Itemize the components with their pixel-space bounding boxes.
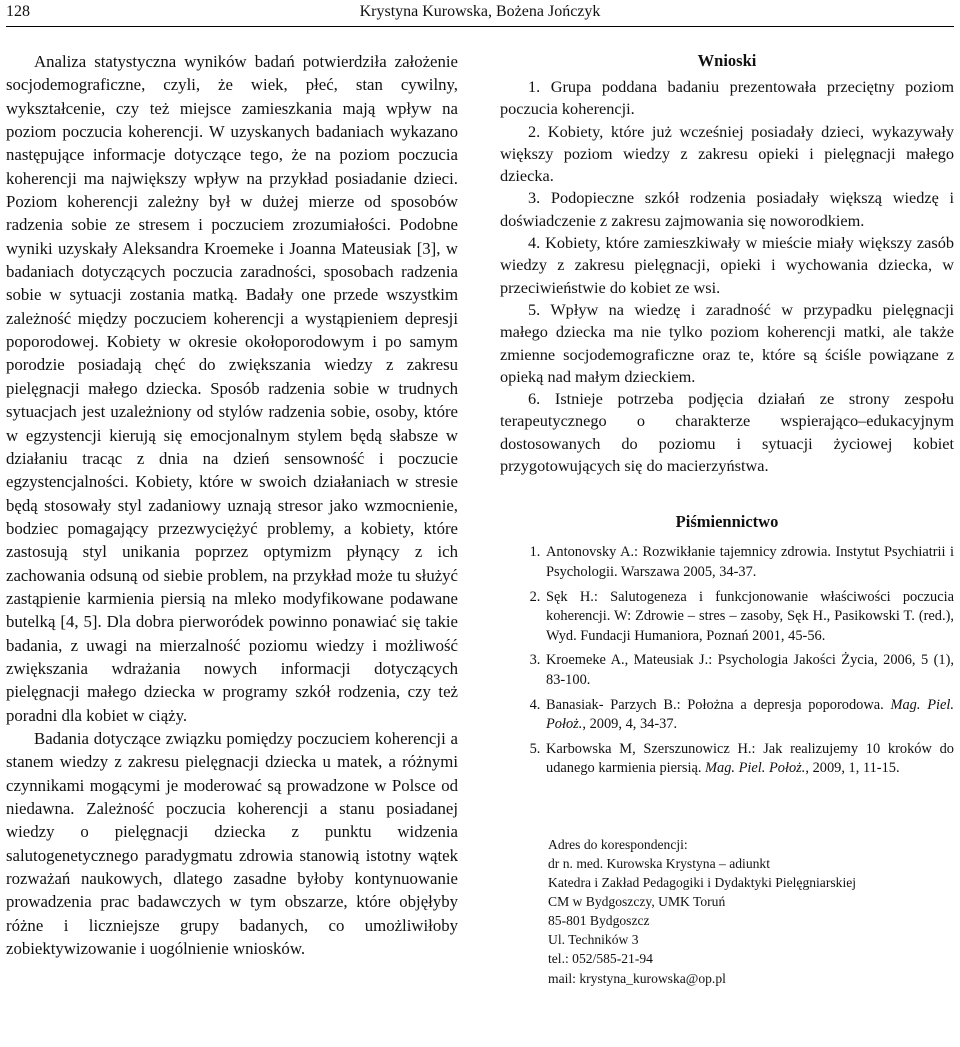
reference-item — [544, 696, 954, 735]
conclusion-item: 6. Istnieje potrzeba podjęcia działań ze strony zespołu terapeutycznego o charakterze wspierająco–edukacyjnym dostosowanych do poziomu i sytuacji życiowej kobiet przygotowujących się do macierzyństwa. — [500, 389, 954, 476]
reference-text: Banasiak- Parzych B.: Położna a depresja poporodowa. — [546, 696, 891, 713]
reference-item: 3. Kroemeke A., Mateusiak J.: Psychologia Jakości Życia, 2006, 5 (1), 83-100. — [544, 651, 954, 690]
page-number: 128 — [6, 3, 30, 20]
running-header — [6, 0, 954, 27]
conclusion-item: 5. Wpływ na wiedzę i zaradność w przypadku pielęgnacji małego dziecka ma nie tylko poziom koherencji matki, ale także zmienne socjodemograficzne oraz te, które są ściśle powiązane z opieką nad małym dzieckiem. — [500, 299, 954, 386]
conclusion-item: 4. Kobiety, które zamieszkiwały w mieście miały większy zasób wiedzy z zakresu pielęgnacji, opieki i wychowania dziecka, w przeciwieństwie do kobiet ze wsi. — [500, 233, 954, 297]
right-column — [500, 50, 954, 988]
left-column — [6, 50, 458, 960]
contact-line: Ul. Techników 3 — [548, 932, 639, 948]
reference-journal: Mag. Piel. Położ. — [705, 760, 806, 777]
reference-item: 1. Antonovsky A.: Rozwikłanie tajemnicy zdrowia. Instytut Psychiatrii i Psychologii. Warszawa 2005, 34-37. — [544, 543, 954, 582]
conclusion-item: 1. Grupa poddana badaniu prezentowała przeciętny poziom poczucia koherencji. — [500, 77, 954, 119]
contact-line: Adres do korespondencji: — [548, 836, 688, 852]
contact-line: CM w Bydgoszczy, UMK Toruń — [548, 894, 726, 910]
contact-line: dr n. med. Kurowska Krystyna – adiunkt — [548, 855, 770, 871]
reference-text: , 2009, 4, 34-37. — [582, 716, 678, 733]
reference-text: Karbowska M, Szerszunowicz H.: Jak realizujemy 10 kroków do udanego karmienia piersią. — [546, 740, 954, 777]
discussion-paragraph-1: Analiza statystyczna wyników badań potwierdziła założenie socjodemograficzne, czyli, że wiek, płeć, stan cywilny, wykształcenie, czy też miejsce zamieszkania mają wpływ na poziom poczucia koherencji. W uzyskanych badaniach wykazano następujące informacje dotyczące tego, że na poziom poczucia koherencji ma największy wpływ na przykład posiadanie dzieci. Poziom koherencji zależny był w dużej mierze od sposobów radzenia sobie ze stresem i poczuciem zrozumiałości. Podobne wyniki uzyskały Aleksandra Kroemeke i Joanna Mateusiak [3], w badaniach dotyczących poczucia zaradności, sposobach radzenia sobie w sytuacji zostania matką. Badały one przede wszystkim zależność między poczuciem koherencji a wystąpieniem depresji poporodowej. Kobiety w okresie okołoporodowym i po samym porodzie posiadają chęć do zwiększania wiedzy z zakresu pielęgnacji małego dziecka. Sposób radzenia sobie w trudnych sytuacjach jest uzależniony od stylów radzenia sobie, osoby, które w egzystencji kierują się emocjonalnym stylem będą słabsze w działaniu tracąc z dnia na dzień sensowność i poczucie egzystencjalności. Kobiety, które w swoich działaniach w stresie będą stosowały styl zadaniowy uznają stresor jako wzmocnienie, bodziec pomagający przezwyciężyć problemy, a kobiety, które zastosują styl unikania poprzez optymizm płynący z ich zachowania odsuną od siebie problem, na przykład może tu służyć zastąpienie karmienia piersią na mleko modyfikowane podawane butelką [4, 5]. Dla dobra pierworódek powinno ponawiać się takie badania, z uwagi na mierzalność poziomu wiedzy i możliwość zwiększania wdrażania nowych informacji dotyczących pielęgnacji małego dziecka w programy szkół rodzenia, czy też poradni dla kobiet w ciąży. — [6, 52, 458, 725]
contact-line: tel.: 052/585-21-94 — [548, 951, 653, 967]
contact-email: mail: krystyna_kurowska@op.pl — [548, 970, 726, 986]
conclusions-heading: Wnioski — [697, 51, 757, 70]
references-list — [500, 543, 954, 779]
conclusion-item: 2. Kobiety, które już wcześniej posiadały dzieci, wykazywały większy poziom wiedzy z zakresu opieki i pielęgnacji małego dziecka. — [500, 121, 954, 186]
reference-journal: Mag. Piel. Położ. — [546, 696, 954, 733]
running-header-authors: Krystyna Kurowska, Bożena Jończyk — [359, 3, 601, 20]
contact-line: 85-801 Bydgoszcz — [548, 913, 650, 929]
reference-text: , 2009, 1, 11-15. — [805, 760, 900, 777]
correspondence-address — [548, 835, 954, 988]
references-heading: Piśmiennictwo — [675, 512, 779, 532]
conclusion-item: 3. Podopieczne szkół rodzenia posiadały większą wiedzę i doświadczenie z zakresu zajmowania się noworodkiem. — [500, 188, 954, 230]
discussion-paragraph-2: Badania dotyczące związku pomiędzy poczuciem koherencji a stanem wiedzy z zakresu pielęgnacji dziecka u matek, a różnymi czynnikami mogącymi je moderować są prowadzone w Polsce od niedawna. Zależność poczucia koherencji a stanu posiadanej wiedzy o pielęgnacji dziecka z punktu widzenia salutogenetycznego paradygmatu zdrowia stanowią istotny wątek rozważań naukowych, dlatego zasadne byłoby kontynuowanie prowadzenia prac badawczych w tym obszarze, które objęłyby różne i liczniejsze grupy badanych, co umożliwiłoby zobiektywizowanie i uogólnienie wniosków. — [6, 728, 458, 959]
reference-item: 2. Sęk H.: Salutogeneza i funkcjonowanie właściwości poczucia koherencji. W: Zdrowie – stres – zasoby, Sęk H., Pasikowski T. (red.), Wyd. Fundacji Humaniora, Poznań 2001, 45-56. — [544, 588, 954, 647]
contact-line: Katedra i Zakład Pedagogiki i Dydaktyki Pielęgniarskiej — [548, 875, 857, 891]
reference-item — [544, 740, 954, 779]
